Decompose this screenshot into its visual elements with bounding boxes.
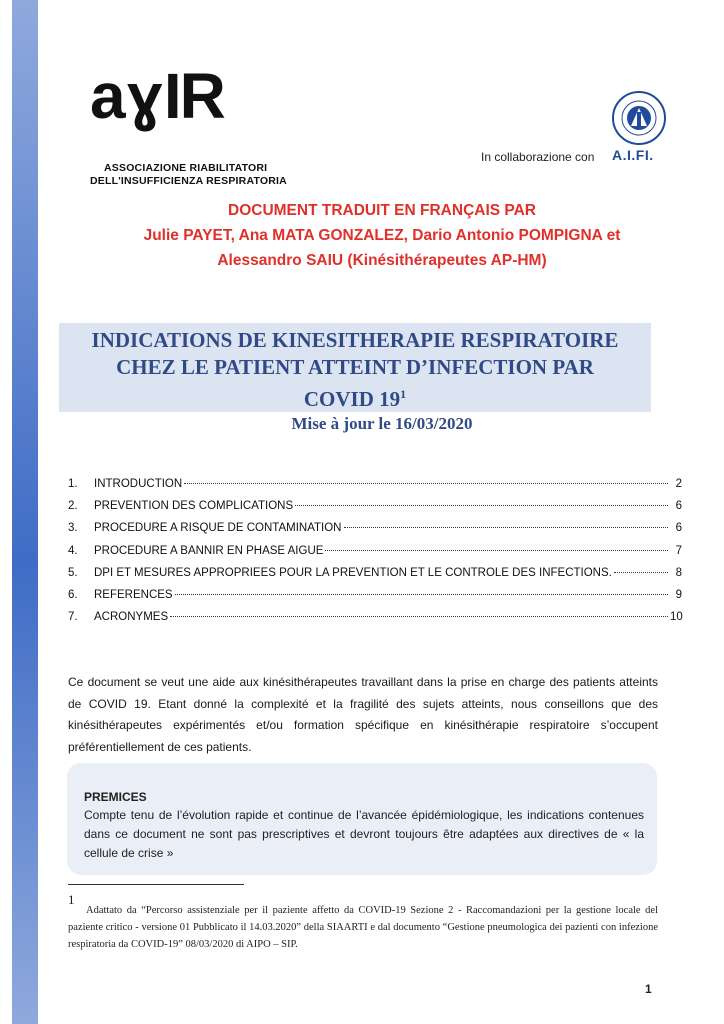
toc-page: 10 — [670, 611, 683, 624]
airlogo — [90, 60, 287, 189]
intro-paragraph: Ce document se veut une aide aux kinésithérapeutes travaillant dans la prise en charge des patients atteints de COVID 19. Etant donné la complexité et la fragilité des sujets atteints, nous conseillons que des kinésithérapeutes expérimentés et/ou formation spécifique en kinésithérapie respiratoire s’occupent préférentiellement de ces patients. — [68, 675, 658, 754]
toc-page: 7 — [675, 544, 682, 557]
toc-num: 2. — [68, 500, 78, 513]
toc-page: 8 — [675, 566, 682, 579]
toc-item[interactable] — [68, 522, 682, 544]
toc-num: 4. — [68, 544, 78, 557]
toc-num: 6. — [68, 588, 78, 601]
toc-item[interactable] — [68, 500, 682, 522]
sidebar-stripe — [12, 0, 38, 1024]
page-number: 1 — [645, 982, 652, 996]
footnote-divider — [68, 884, 244, 885]
toc-item[interactable] — [68, 567, 682, 589]
footnote-mark[interactable]: 1 — [400, 387, 407, 401]
table-of-contents — [68, 478, 682, 633]
title-line-3-text: COVID 19 — [303, 387, 401, 411]
toc-leader — [344, 527, 669, 528]
collaboration-text: In collaborazione con — [481, 150, 595, 164]
toc-page: 6 — [675, 522, 682, 535]
toc-label: PROCEDURE A RISQUE DE CONTAMINATION — [94, 522, 342, 535]
toc-label: DPI ET MESURES APPROPRIEES POUR LA PREVENTION ET LE CONTROLE DES INFECTIONS. — [94, 566, 612, 579]
toc-item[interactable] — [68, 478, 682, 500]
premices-text: Compte tenu de l’évolution rapide et continue de l’avancée épidémiologique, les indications contenues dans ce document ne sont pas prescriptives et devront toujours être adaptées aux directives de « la cellule de crise » — [84, 808, 644, 860]
toc-label: PROCEDURE A BANNIR EN PHASE AIGUE — [94, 544, 324, 557]
toc-item[interactable] — [68, 589, 682, 611]
footnote-number: 1 — [68, 892, 75, 907]
premices-title: PREMICES — [84, 790, 147, 804]
toc-page: 2 — [675, 478, 682, 490]
logo-line-1: ASSOCIAZIONE RIABILITATORI — [104, 162, 268, 174]
toc-label: PREVENTION DES COMPLICATIONS — [94, 500, 294, 513]
toc-label: INTRODUCTION — [94, 478, 183, 490]
toc-leader — [614, 572, 668, 573]
toc-page: 6 — [675, 500, 682, 513]
logo-line-2: DELL'INSUFFICIENZA RESPIRATORIA — [90, 175, 287, 187]
toc-num: 5. — [68, 566, 78, 579]
toc-leader — [170, 616, 668, 617]
toc-item[interactable] — [68, 611, 682, 633]
toc-page: 9 — [675, 588, 682, 601]
footnote-text: Adattato da “Percorso assistenziale per il paziente affetto da COVID-19 Sezione 2 - Raccomandazioni per la gestione locale del paziente critico - versione 01 Pubblicato il 14.03.2020” della SIAARTI e dal documento “Gestione pneumologica dei pazienti con infezione respiratoria da COVID-19” 08/03/2020 di AIPO – SIP. — [68, 905, 658, 950]
title-line-2: CHEZ LE PATIENT ATTEINT D’INFECTION PAR — [116, 355, 594, 379]
translator-names-2: Alessandro SAIU (Kinésithérapeutes AP-HM) — [217, 252, 547, 269]
toc-leader — [295, 505, 668, 506]
toc-num: 3. — [68, 522, 78, 535]
translator-names-1: Julie PAYET, Ana MATA GONZALEZ, Dario Antonio POMPIGNA et — [143, 227, 621, 244]
translation-heading: DOCUMENT TRADUIT EN FRANÇAIS PAR — [228, 202, 536, 219]
toc-num: 1. — [68, 478, 78, 490]
toc-num: 7. — [68, 611, 78, 624]
partner-name: A.I.FI. — [612, 147, 654, 163]
toc-leader — [184, 483, 668, 484]
logo-wordmark: a ɣ IR — [90, 60, 224, 132]
toc-leader — [325, 550, 668, 551]
toc-label: ACRONYMES — [94, 611, 169, 624]
document-title — [59, 327, 651, 413]
title-line-1: INDICATIONS DE KINESITHERAPIE RESPIRATOIRE — [91, 328, 619, 352]
title-line-3 — [59, 381, 651, 413]
toc-leader — [175, 594, 668, 595]
toc-item[interactable] — [68, 545, 682, 567]
update-date: Mise à jour le 16/03/2020 — [291, 414, 473, 433]
toc-label: REFERENCES — [94, 588, 173, 601]
